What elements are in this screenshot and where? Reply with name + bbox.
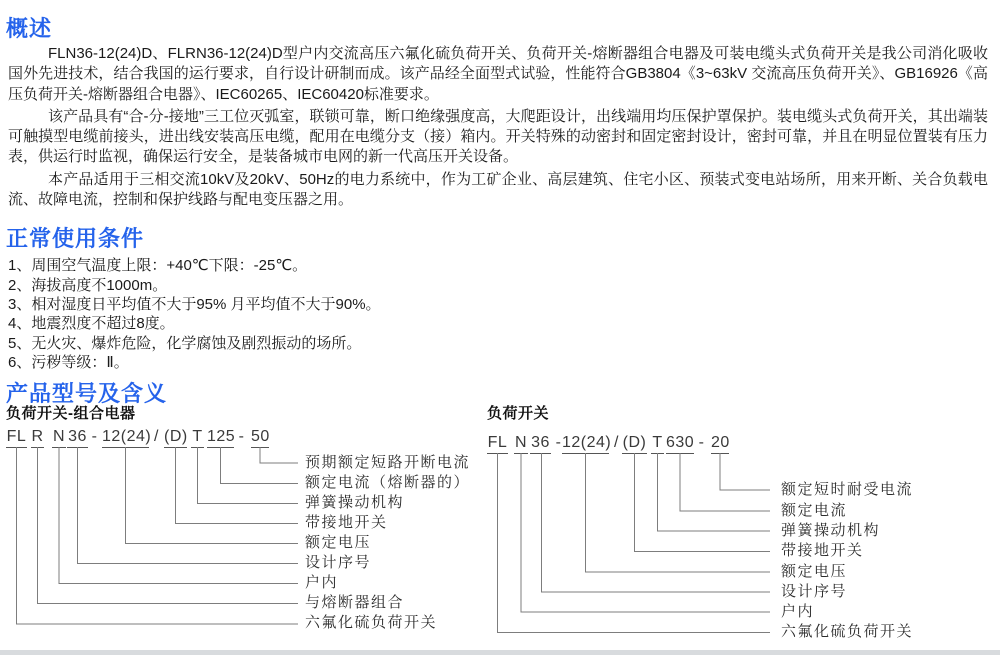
model-code-segment: 630 xyxy=(666,434,694,454)
model-code-segment: (D) xyxy=(164,428,187,448)
condition-item: 6、污秽等级：Ⅱ。 xyxy=(8,353,129,371)
condition-item: 1、周围空气温度上限：+40℃下限：-25℃。 xyxy=(8,257,308,275)
model-code-label: 六氟化硫负荷开关 xyxy=(781,623,914,640)
model-code-label: 户内 xyxy=(305,574,339,591)
condition-item: 4、地震烈度不超过8度。 xyxy=(8,315,175,333)
model-code-label: 弹簧操动机构 xyxy=(305,494,405,511)
model-code-label: 额定短时耐受电流 xyxy=(781,481,914,498)
condition-item: 3、相对湿度日平均值不大于95% 月平均值不大于90%。 xyxy=(8,295,381,313)
model-code-segment: 36 xyxy=(67,428,88,448)
model-code-segment: 50 xyxy=(251,428,269,448)
model-code-segment: FL xyxy=(487,434,508,454)
model-code-separator: - xyxy=(91,428,98,445)
model-code-segment: T xyxy=(191,428,204,448)
model-code-label: 额定电压 xyxy=(305,534,372,551)
model-code-label: 设计序号 xyxy=(781,583,848,600)
model-heading: 产品型号及含义 xyxy=(6,381,168,407)
model-code-label: 与熔断器组合 xyxy=(305,594,405,611)
overview-heading: 概述 xyxy=(6,16,53,41)
model-code-separator: / xyxy=(154,428,159,445)
model-code-segment: FL xyxy=(6,428,27,448)
model-code-label: 额定电流（熔断器的） xyxy=(305,474,471,491)
model-code-label: 六氟化硫负荷开关 xyxy=(305,614,438,631)
model-code-label: 预期额定短路开断电流 xyxy=(305,454,471,471)
model-code-label: 弹簧操动机构 xyxy=(781,522,881,539)
condition-item: 2、海拔高度不1000m。 xyxy=(8,276,168,294)
load-switch-subtitle: 负荷开关 xyxy=(487,405,550,422)
footer-divider xyxy=(0,650,1000,655)
model-code-separator: / xyxy=(614,434,619,451)
combined-switch-subtitle: 负荷开关-组合电器 xyxy=(6,405,136,422)
conditions-heading: 正常使用条件 xyxy=(6,226,145,252)
model-code-segment: R xyxy=(31,428,44,448)
model-code-label: 带接地开关 xyxy=(305,514,388,531)
model-code-segment: 36 xyxy=(530,434,551,454)
model-code-segment: 125 xyxy=(207,428,234,448)
model-code-label: 额定电流 xyxy=(781,502,848,519)
overview-paragraph-1: FLN36-12(24)D、FLRN36-12(24)D型户内交流高压六氟化硫负荷开关、负荷开关-熔断器组合电器及可装电缆头式负荷开关是我公司消化吸收国外先进技术，结合我国的运行要求，自行设计研制而成。该产品经全面型式试验，性能符合GB3804《3~63kV 交流高压负荷开关》、GB16926《高压负荷开关-熔断器组合电器》、IEC60265、IEC60420标准要求。 xyxy=(8,45,988,103)
condition-item: 5、无火灾、爆炸危险，化学腐蚀及剧烈振动的场所。 xyxy=(8,334,362,352)
model-code-label: 带接地开关 xyxy=(781,542,864,559)
model-code-label: 额定电压 xyxy=(781,563,848,580)
model-code-segment: T xyxy=(651,434,664,454)
model-code-label: 户内 xyxy=(781,603,815,620)
conditions-list xyxy=(0,256,1000,372)
model-code-separator: - xyxy=(698,434,705,451)
model-code-label: 设计序号 xyxy=(305,554,372,571)
model-code-segment: N xyxy=(514,434,528,454)
model-code-segment: 20 xyxy=(711,434,729,454)
model-code-segment: N xyxy=(52,428,66,448)
model-code-segment: (D) xyxy=(622,434,647,454)
model-code-segment: 12(24) xyxy=(562,434,609,454)
overview-paragraph-2: 该产品具有“合-分-接地”三工位灭弧室，联锁可靠，断口绝缘强度高，大爬距设计，出线端用均压保护罩保护。装电缆头式负荷开关，其出端装可触摸型电缆前接头，进出线安装高压电缆，配用在电缆分支（接）箱内。开关特殊的动密封和固定密封设计，密封可靠，并且在明显位置装有压力表，供运行时监视，确保运行安全，是装备城市电网的新一代高压开关设备。 xyxy=(8,107,988,166)
model-code-segment: 12(24) xyxy=(102,428,149,448)
model-code-separator: - xyxy=(555,434,562,451)
model-code-separator: - xyxy=(238,428,245,445)
overview-paragraph-3: 本产品适用于三相交流10kV及20kV、50Hz的电力系统中，作为工矿企业、高层建筑、住宅小区、预装式变电站场所，用来开断、关合负载电流、故障电流，控制和保护线路与配电变压器之用。 xyxy=(8,170,988,209)
